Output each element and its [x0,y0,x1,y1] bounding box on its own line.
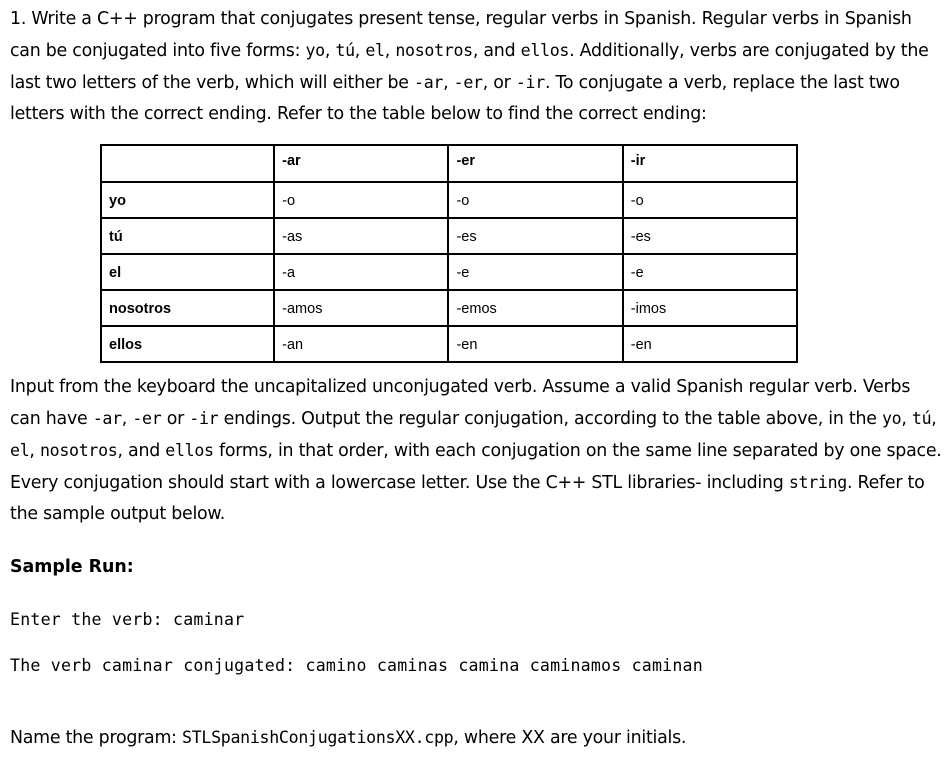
code-yo: yo [881,409,902,428]
code-ar: -ar [92,409,122,428]
separator: , or [482,73,516,93]
instructions-text: forms, in that order, with each conjugation on the same line separated by one space. Every conjugation should start with a lowercase letter. Use the C++ STL libraries- including [10,441,942,493]
intro-paragraph [10,4,945,130]
row-label-nosotros: nosotros [101,290,274,326]
table-cell: -a [274,254,448,290]
code-tu: tú [335,41,355,60]
program-filename: STLSpanishConjugationsXX.cpp [182,728,454,747]
code-ar: -ar [414,73,444,92]
separator: , [443,73,454,93]
sample-output-line: The verb caminar conjugated: camino caminas camina caminamos caminan [10,656,703,675]
column-header-ar: -ar [274,145,448,182]
table-cell: -en [623,326,797,362]
table-row [101,326,797,362]
footer-text: , where XX are your initials. [453,728,687,748]
code-nosotros: nosotros [395,41,473,60]
table-cell: -es [623,218,797,254]
row-label-ellos: ellos [101,326,274,362]
row-label-yo: yo [101,182,274,218]
program-name-line [10,728,686,748]
instructions-paragraph [10,372,945,530]
table-cell: -en [448,326,622,362]
table-cell: -imos [623,290,797,326]
separator: , [384,41,396,61]
row-label-el: el [101,254,274,290]
code-er: -er [453,73,483,92]
separator: , [324,41,336,61]
table-cell: -o [623,182,797,218]
table-header-row [101,145,797,182]
code-el: el [10,441,30,460]
table-cell: -amos [274,290,448,326]
separator: , [931,409,937,429]
table-cell: -e [623,254,797,290]
separator: , and [117,441,166,461]
row-label-tu: tú [101,218,274,254]
sample-run-heading: Sample Run: [10,557,134,577]
table-cell: -an [274,326,448,362]
table-row [101,218,797,254]
table-cell: -o [448,182,622,218]
separator: , [29,441,40,461]
table-cell: -as [274,218,448,254]
separator: or [161,409,190,429]
code-yo: yo [305,41,325,60]
code-er: -er [132,409,162,428]
intro-text: . To conjugate a verb, replace the last two letters with the correct ending. Refer to the table below to find the correct ending: [10,73,900,124]
instructions-text: endings. Output the regular conjugation, according to the table above, in the [218,409,882,429]
column-header-er: -er [448,145,622,182]
table-cell: -es [448,218,622,254]
table-row [101,290,797,326]
table-cell: -e [448,254,622,290]
table-cell: -o [274,182,448,218]
intro-text: . Additionally, verbs are conjugated by the last two letters of the verb, which will either be [10,41,929,93]
code-ellos: ellos [165,441,214,460]
intro-text: 1. Write a C++ program that conjugates present tense, regular verbs in Spanish. Regular verbs in Spanish can be conjugated into five forms: [10,9,912,61]
code-el: el [365,41,385,60]
table-cell: -emos [448,290,622,326]
instructions-text: Input from the keyboard the uncapitalized unconjugated verb. Assume a valid Spanish regular verb. Verbs can have [10,377,911,429]
code-string: string [788,473,847,492]
column-header-ir: -ir [623,145,797,182]
code-ellos: ellos [520,41,570,60]
code-ir: -ir [515,73,545,92]
table-corner-cell [101,145,274,182]
separator: , [121,409,133,429]
code-ir: -ir [189,409,219,428]
table-row [101,182,797,218]
table-row [101,254,797,290]
separator: , [354,41,366,61]
instructions-text: . Refer to the sample output below. [10,473,925,524]
sample-input-line: Enter the verb: caminar [10,610,245,629]
code-tu: tú [911,409,932,428]
footer-text: Name the program: [10,728,183,748]
separator: , and [472,41,521,61]
code-nosotros: nosotros [39,441,118,460]
separator: , [901,409,912,429]
conjugation-table [100,144,798,363]
